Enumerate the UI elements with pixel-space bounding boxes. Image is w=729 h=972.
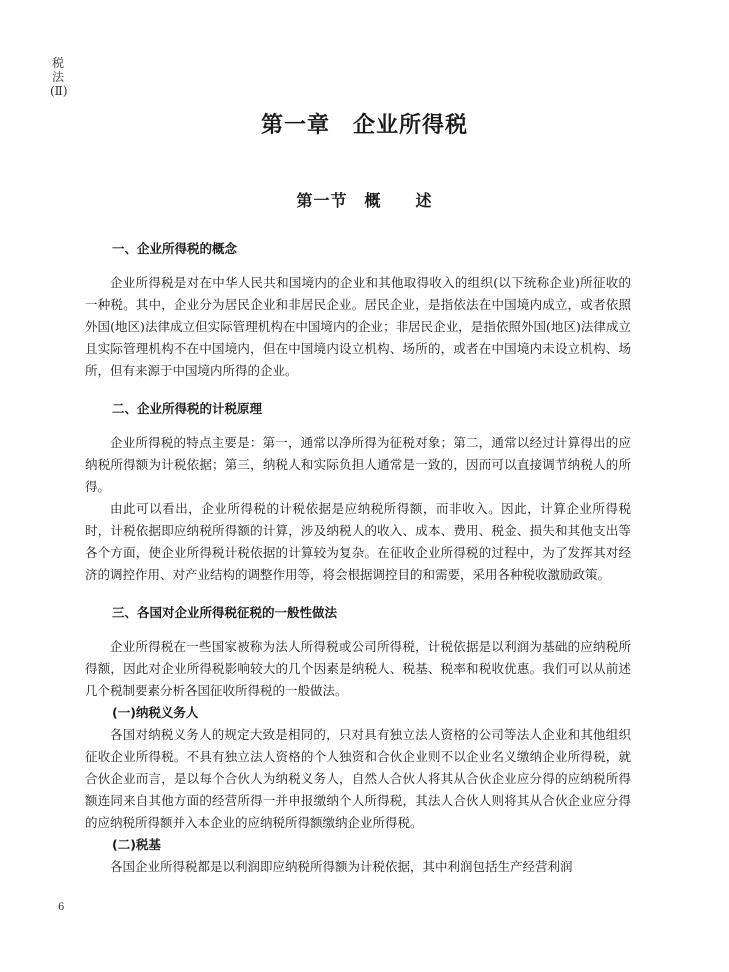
section-title: 第一节 概 述 — [296, 191, 433, 210]
subheading-tax-base: (二)税基 — [112, 837, 161, 852]
paragraph: 各国企业所得税都是以利润即应纳税所得额为计税依据，其中利润包括生产经营利润 — [110, 859, 573, 874]
heading-general-practice: 三、各国对企业所得税征税的一般性做法 — [112, 605, 338, 620]
heading-concept: 一、企业所得税的概念 — [112, 241, 238, 256]
heading-principle: 二、企业所得税的计税原理 — [112, 401, 263, 416]
paragraph: 由此可以看出，企业所得税的计税依据是应纳税所得额，而非收入。因此，计算企业所得税时，计税依据即应纳税所得额的计算，涉及纳税人的收入、成本、费用、税金、损失和其他支出等各个方面，使企业所得税计税依据的计算较为复杂。在征收企业所得税的过程中，为了发挥其对经济的调控作用、对产业结构的调整作用等，将会根据调控目的和需要，采用各种税收激励政策。 — [85, 501, 631, 582]
subheading-taxpayer: (一)纳税义务人 — [112, 705, 199, 720]
page-number: 6 — [58, 902, 65, 913]
running-head: 税法(Ⅱ) — [50, 56, 68, 98]
paragraph: 各国对纳税义务人的规定大致是相同的，只对具有独立法人资格的公司等法人企业和其他组织征收企业所得税。不具有独立法人资格的个人独资和合伙企业则不以企业名义缴纳企业所得税，就合伙企业而言，是以每个合伙人为纳税义务人，自然人合伙人将其从合伙企业应分得的应纳税所得额连同来自其他方面的经营所得一并申报缴纳个人所得税，其法人合伙人则将其从合伙企业应分得的应纳税所得额并入本企业的应纳税所得额缴纳企业所得税。 — [85, 727, 631, 830]
paragraph: 企业所得税是对在中华人民共和国境内的企业和其他取得收入的组织(以下统称企业)所征收的一种税。其中，企业分为居民企业和非居民企业。居民企业，是指依法在中国境内成立，或者依照外国(地区)法律成立但实际管理机构在中国境内的企业；非居民企业，是指依照外国(地区)法律成立且实际管理机构不在中国境内，但在中国境内设立机构、场所的，或者在中国境内未设立机构、场所，但有来源于中国境内所得的企业。 — [85, 275, 631, 378]
paragraph: 企业所得税的特点主要是：第一，通常以净所得为征税对象；第二，通常以经过计算得出的应纳税所得额为计税依据；第三，纳税人和实际负担人通常是一致的，因而可以直接调节纳税人的所得。 — [85, 435, 631, 494]
chapter-title: 第一章 企业所得税 — [260, 113, 468, 138]
body-content — [85, 238, 631, 878]
paragraph: 企业所得税在一些国家被称为法人所得税或公司所得税，计税依据是以利润为基础的应纳税所得额，因此对企业所得税影响较大的几个因素是纳税人、税基、税率和税收优惠。我们可以从前述几个税制要素分析各国征收所得税的一般做法。 — [85, 639, 631, 698]
